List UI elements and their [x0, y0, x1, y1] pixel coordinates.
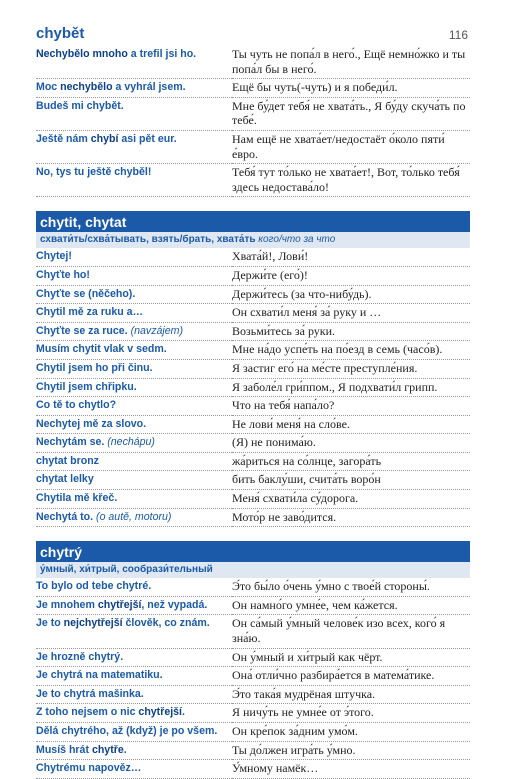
- entry-row: [36, 452, 470, 471]
- russian-translation: жа́риться на со́лнце, загора́ть: [232, 452, 470, 471]
- phrase-text: člověk, co znám.: [122, 617, 210, 630]
- entry-row: [36, 667, 470, 686]
- russian-translation: Э́то бы́ло о́чень у́мно с твое́й стороны́.: [232, 578, 470, 596]
- russian-translation: Э́то така́я мудрёная штучка.: [232, 685, 470, 704]
- phrase-text: Musíš hrát: [36, 743, 92, 756]
- russian-translation: Хвата́й!, Лови́!: [232, 248, 470, 266]
- russian-translation: Мне на́до успе́ть на по́езд в семь (часо́в).: [232, 341, 470, 360]
- entry-row: [36, 341, 470, 360]
- entry-row: [36, 648, 470, 667]
- entry-row: [36, 741, 470, 760]
- russian-translation: Ещё бы чуть(-чуть) и я победи́л.: [232, 79, 470, 98]
- russian-translation: Возьми́тесь за́ руки.: [232, 322, 470, 341]
- phrase-text: chytat bronz: [36, 454, 99, 467]
- czech-phrase: [36, 596, 232, 615]
- czech-phrase: [36, 685, 232, 704]
- entry-row: [36, 615, 470, 648]
- keyword: nejchytřejší: [63, 617, 123, 630]
- russian-translation: Держи́тесь (за что-нибу́дь).: [232, 285, 470, 304]
- section-translation-chytit: [36, 232, 470, 248]
- phrase-text: Ještě nám: [36, 132, 91, 145]
- entry-row: [36, 359, 470, 378]
- czech-phrase: [36, 508, 232, 527]
- czech-phrase: [36, 46, 232, 79]
- russian-translation: Нам ещё не хвата́ет/недостаёт о́коло пяти́ е́вро.: [232, 130, 470, 163]
- russian-translation: Он схвати́л меня́ за́ руку и …: [232, 304, 470, 323]
- phrase-text: Je to chytrá mašinka.: [36, 687, 144, 700]
- russian-translation: Ты чуть не попа́л в него́., Ещё немно́жко и ты попа́л бы в него́.: [232, 46, 470, 79]
- russian-translation: Я застиг его́ на ме́сте преступле́ния.: [232, 359, 470, 378]
- section-title-chytit: chytit, chytat: [36, 211, 470, 232]
- czech-phrase: [36, 760, 232, 779]
- czech-phrase: [36, 322, 232, 341]
- czech-phrase: [36, 79, 232, 98]
- entry-row: [36, 97, 470, 130]
- page-number: 116: [448, 28, 468, 42]
- czech-phrase: [36, 434, 232, 453]
- czech-phrase: [36, 704, 232, 723]
- section-chytit: [36, 211, 470, 527]
- phrase-text: .: [123, 743, 127, 756]
- russian-translation: Меня́ схвати́ла су́дорога.: [232, 490, 470, 509]
- russian-translation: Он са́мый у́мный челове́к изо всех, кого́ я зна́ю.: [232, 615, 470, 648]
- phrase-text: a vyhrál jsem.: [112, 81, 186, 94]
- russian-translation: Она́ отли́чно разбира́ется в матема́тике.: [232, 667, 470, 686]
- phrase-text: Z toho nejsem o nic: [36, 706, 139, 719]
- phrase-text: Nechytej mě za slovo.: [36, 417, 147, 430]
- phrase-text: No, tys tu ještě chyběl!: [36, 166, 152, 179]
- phrase-text: Je chytrá na matematiku.: [36, 669, 163, 682]
- entries-chytit: [36, 248, 470, 527]
- phrase-text: .: [182, 706, 185, 719]
- russian-translation: Ты до́лжен игра́ть у́мно.: [232, 741, 470, 760]
- czech-phrase: [36, 130, 232, 163]
- entry-row: [36, 304, 470, 323]
- entry-row: [36, 397, 470, 416]
- russian-translation: Мне бу́дет тебя́ не хвата́ть., Я бу́ду скуча́ть по тебе́.: [232, 97, 470, 130]
- phrase-text: Co tě to chytlo?: [36, 399, 117, 412]
- phrase-text: To bylo od tebe chytré.: [36, 580, 152, 593]
- dictionary-page: [36, 18, 470, 779]
- keyword: chytře: [91, 743, 124, 756]
- usage-note: (navzájem): [127, 324, 183, 337]
- phrase-text: asi pět eur.: [118, 132, 177, 145]
- czech-phrase: [36, 667, 232, 686]
- section-chytry: [36, 541, 470, 779]
- russian-translation: бить баклу́ши, счита́ть воро́н: [232, 471, 470, 490]
- keyword: chytřejší: [97, 598, 142, 611]
- translation-words: у́мный, хи́трый, сообрази́тельный: [40, 564, 213, 576]
- phrase-text: Musím chytit vlak v sedm.: [36, 343, 167, 356]
- phrase-text: Je mnohem: [36, 598, 98, 611]
- russian-translation: Тебя́ тут то́лько не хвата́ет!, Вот, то́лько тебя́ здесь недостава́ло!: [232, 164, 470, 197]
- czech-phrase: [36, 490, 232, 509]
- entry-row: [36, 508, 470, 527]
- entry-row: [36, 46, 470, 79]
- entry-row: [36, 760, 470, 779]
- phrase-text: Je to: [36, 617, 64, 630]
- entry-row: [36, 434, 470, 453]
- phrase-text: Dělá chytrého, až (když) je po všem.: [36, 725, 218, 737]
- entry-row: [36, 578, 470, 596]
- entries-chybet: [36, 46, 470, 197]
- entry-row: [36, 704, 470, 723]
- page-header: [36, 18, 470, 42]
- czech-phrase: [36, 304, 232, 323]
- entry-row: [36, 130, 470, 163]
- czech-phrase: [36, 452, 232, 471]
- usage-note: (nechápu): [104, 436, 155, 449]
- keyword: chytřejší: [138, 706, 182, 719]
- usage-note: (o autě, motoru): [93, 510, 172, 523]
- russian-translation: Я ничу́ть не умне́е от э́того.: [232, 704, 470, 723]
- grammar-note: кого/что за что: [255, 234, 336, 246]
- czech-phrase: [36, 648, 232, 667]
- entry-row: [36, 415, 470, 434]
- entry-row: [36, 164, 470, 197]
- phrase-text: Chytej!: [36, 250, 72, 263]
- czech-phrase: [36, 285, 232, 304]
- czech-phrase: [36, 266, 232, 285]
- entry-row: [36, 266, 470, 285]
- phrase-text: , než vypadá.: [141, 598, 208, 611]
- phrase-text: Chyťte se (něčeho).: [36, 287, 136, 300]
- phrase-text: Chytila mě křeč.: [36, 492, 118, 505]
- keyword: Nechybělo mnoho: [36, 48, 128, 60]
- czech-phrase: [36, 341, 232, 360]
- phrase-text: Chytrému napověz…: [36, 762, 142, 775]
- entry-row: [36, 596, 470, 615]
- russian-translation: Он у́мный и хи́трый как чёрт.: [232, 648, 470, 667]
- czech-phrase: [36, 164, 232, 197]
- czech-phrase: [36, 359, 232, 378]
- czech-phrase: [36, 378, 232, 397]
- czech-phrase: [36, 397, 232, 416]
- russian-translation: Он кре́пок за́дним умо́м.: [232, 723, 470, 742]
- russian-translation: Мото́р не заво́дится.: [232, 508, 470, 527]
- entry-row: [36, 685, 470, 704]
- phrase-text: a trefil jsi ho.: [127, 48, 197, 60]
- czech-phrase: [36, 615, 232, 648]
- entry-row: [36, 723, 470, 742]
- translation-words: схвати́ть/схва́тывать, взять/брать, хвата́ть: [40, 234, 256, 246]
- entry-row: [36, 285, 470, 304]
- phrase-text: Chyťte se za ruce.: [36, 324, 128, 337]
- keyword: chybí: [90, 132, 119, 145]
- headword-chybet: chybět: [36, 25, 85, 42]
- czech-phrase: [36, 741, 232, 760]
- entry-row: [36, 248, 470, 266]
- czech-phrase: [36, 248, 232, 266]
- entry-row: [36, 490, 470, 509]
- czech-phrase: [36, 97, 232, 130]
- phrase-text: Budeš mi chybět.: [36, 99, 124, 112]
- entries-chytry: [36, 578, 470, 779]
- russian-translation: (Я) не понима́ю.: [232, 434, 470, 453]
- czech-phrase: [36, 415, 232, 434]
- phrase-text: Chyťte ho!: [36, 268, 90, 281]
- russian-translation: Я заболе́л гри́ппом., Я подхвати́л грипп.: [232, 378, 470, 397]
- russian-translation: Что на тебя́ напа́ло?: [232, 397, 470, 416]
- section-translation-chytry: [36, 562, 470, 578]
- phrase-text: chytat lelky: [36, 473, 94, 486]
- entry-row: [36, 471, 470, 490]
- keyword: nechybělo: [60, 81, 113, 94]
- russian-translation: У́мному намёк…: [232, 760, 470, 779]
- entry-row: [36, 79, 470, 98]
- czech-phrase: [36, 723, 232, 742]
- section-title-chytry: chytrý: [36, 541, 470, 562]
- phrase-text: Nechytám se.: [36, 436, 105, 449]
- russian-translation: Он намно́го умне́е, чем ка́жется.: [232, 596, 470, 615]
- phrase-text: Chytil mě za ruku a…: [36, 306, 144, 319]
- entry-row: [36, 322, 470, 341]
- phrase-text: Nechytá to.: [36, 510, 94, 523]
- phrase-text: Moc: [36, 81, 61, 94]
- phrase-text: Chytil jsem chřipku.: [36, 380, 137, 393]
- russian-translation: Держи́те (его́)!: [232, 266, 470, 285]
- phrase-text: Je hrozně chytrý.: [36, 650, 124, 663]
- phrase-text: Chytil jsem ho při činu.: [36, 361, 153, 374]
- russian-translation: Не лови́ меня́ на сло́ве.: [232, 415, 470, 434]
- czech-phrase: [36, 471, 232, 490]
- czech-phrase: [36, 578, 232, 596]
- entry-row: [36, 378, 470, 397]
